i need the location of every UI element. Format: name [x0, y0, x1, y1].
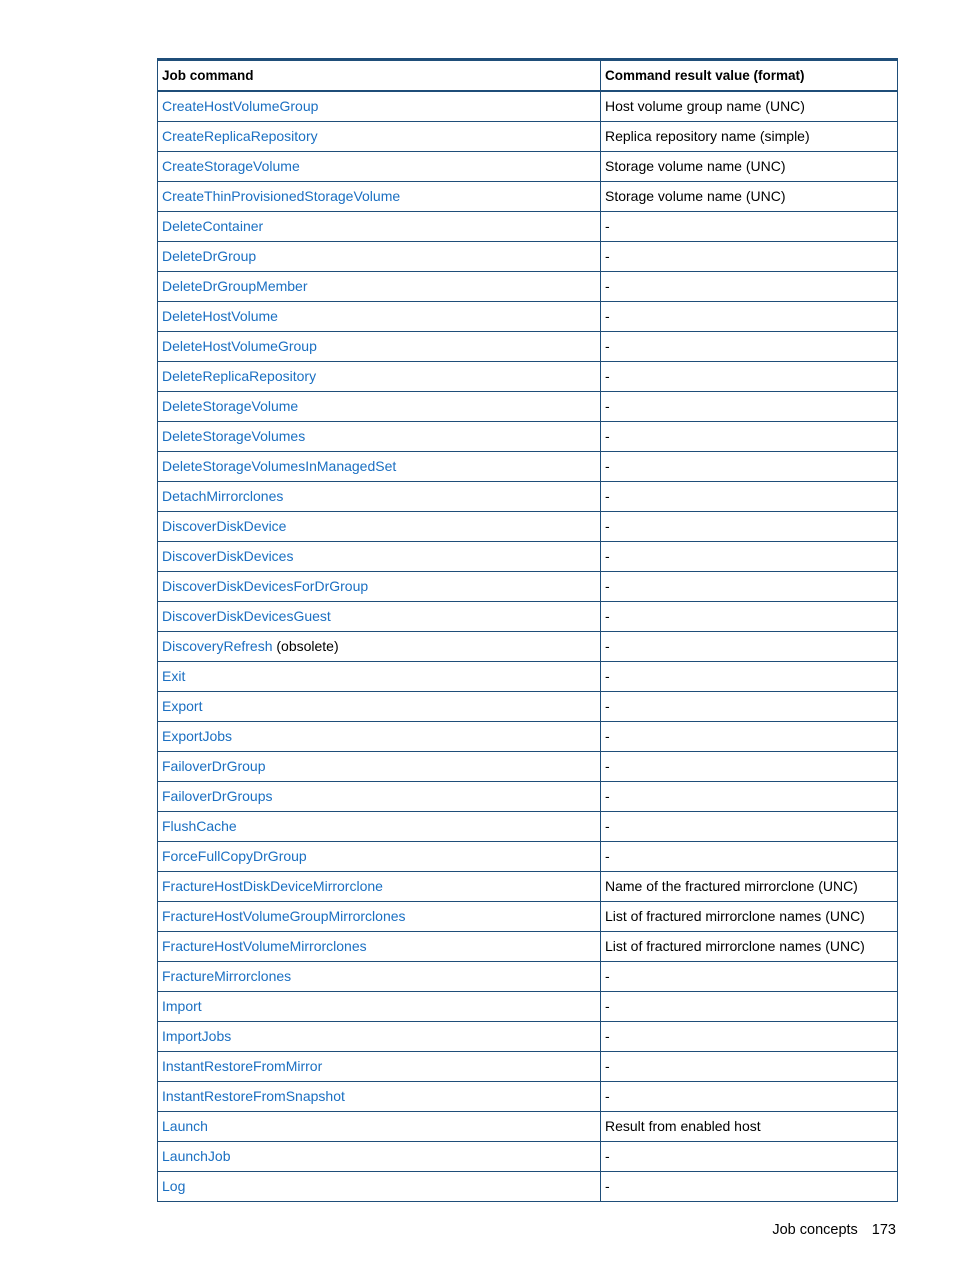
command-result-cell: Host volume group name (UNC) [601, 91, 898, 122]
command-result-cell: - [601, 392, 898, 422]
job-command-cell [158, 242, 601, 272]
table-row [158, 1172, 898, 1202]
job-command-link[interactable]: Export [162, 698, 203, 714]
footer-section-title: Job concepts [772, 1222, 858, 1238]
command-result-cell: - [601, 752, 898, 782]
job-command-link[interactable]: DeleteReplicaRepository [162, 368, 317, 384]
job-command-cell [158, 1052, 601, 1082]
header-job-command: Job command [158, 60, 601, 92]
command-result-cell: - [601, 332, 898, 362]
command-result-cell: - [601, 1172, 898, 1202]
command-result-cell: - [601, 812, 898, 842]
job-command-link[interactable]: DeleteHostVolume [162, 308, 278, 324]
command-result-cell: List of fractured mirrorclone names (UNC) [601, 902, 898, 932]
page-number: 173 [871, 1222, 896, 1238]
table-header-row [158, 60, 898, 92]
table-row [158, 1142, 898, 1172]
job-command-link[interactable]: LaunchJob [162, 1148, 231, 1164]
job-command-cell [158, 362, 601, 392]
job-command-link[interactable]: DeleteStorageVolume [162, 398, 299, 414]
command-result-cell: - [601, 1022, 898, 1052]
command-result-cell: Storage volume name (UNC) [601, 182, 898, 212]
table-row [158, 152, 898, 182]
table-row [158, 422, 898, 452]
job-command-cell [158, 632, 601, 662]
job-command-link[interactable]: DeleteHostVolumeGroup [162, 338, 317, 354]
command-result-cell: - [601, 602, 898, 632]
job-command-link[interactable]: DeleteContainer [162, 218, 264, 234]
job-command-cell [158, 1082, 601, 1112]
command-result-cell: - [601, 272, 898, 302]
job-command-link[interactable]: Log [162, 1178, 186, 1194]
header-command-result: Command result value (format) [601, 60, 898, 92]
command-result-cell: - [601, 212, 898, 242]
job-command-cell [158, 962, 601, 992]
job-command-cell [158, 512, 601, 542]
job-command-cell [158, 602, 601, 632]
table-row [158, 962, 898, 992]
job-command-link[interactable]: FractureHostVolumeGroupMirrorclones [162, 908, 406, 924]
table-row [158, 1052, 898, 1082]
table-row [158, 542, 898, 572]
job-command-cell [158, 91, 601, 122]
table-row [158, 392, 898, 422]
table-row [158, 752, 898, 782]
job-command-link[interactable]: FlushCache [162, 818, 237, 834]
command-result-cell: - [601, 362, 898, 392]
table-row [158, 122, 898, 152]
job-command-link[interactable]: DiscoveryRefresh [162, 638, 273, 654]
command-result-cell: - [601, 782, 898, 812]
job-command-link[interactable]: DeleteDrGroup [162, 248, 257, 264]
table-row [158, 782, 898, 812]
table-row [158, 242, 898, 272]
command-result-cell: - [601, 542, 898, 572]
command-result-cell: Replica repository name (simple) [601, 122, 898, 152]
table-row [158, 572, 898, 602]
table-row [158, 332, 898, 362]
job-command-link[interactable]: DeleteDrGroupMember [162, 278, 308, 294]
table-row [158, 302, 898, 332]
job-command-link[interactable]: FractureHostVolumeMirrorclones [162, 938, 367, 954]
command-result-cell: - [601, 512, 898, 542]
command-result-cell: - [601, 992, 898, 1022]
table-row [158, 812, 898, 842]
command-result-cell: Result from enabled host [601, 1112, 898, 1142]
job-command-link[interactable]: CreateStorageVolume [162, 158, 300, 174]
command-result-cell: - [601, 722, 898, 752]
command-result-cell: Name of the fractured mirrorclone (UNC) [601, 872, 898, 902]
job-command-cell [158, 1112, 601, 1142]
table-row [158, 512, 898, 542]
job-command-cell [158, 482, 601, 512]
table-row [158, 602, 898, 632]
table-row [158, 692, 898, 722]
job-command-cell [158, 932, 601, 962]
job-command-link[interactable]: FailoverDrGroup [162, 758, 266, 774]
job-command-link[interactable]: FractureHostDiskDeviceMirrorclone [162, 878, 383, 894]
job-command-cell [158, 152, 601, 182]
job-command-link[interactable]: Launch [162, 1118, 208, 1134]
command-result-cell: - [601, 572, 898, 602]
job-command-cell [158, 902, 601, 932]
job-command-cell [158, 722, 601, 752]
job-command-cell [158, 1142, 601, 1172]
table-row [158, 482, 898, 512]
job-command-link[interactable]: DiscoverDiskDevice [162, 518, 287, 534]
table-row [158, 632, 898, 662]
job-command-cell [158, 212, 601, 242]
job-command-cell [158, 452, 601, 482]
job-command-cell [158, 992, 601, 1022]
job-command-cell [158, 542, 601, 572]
job-command-link[interactable]: ImportJobs [162, 1028, 232, 1044]
table-row [158, 1022, 898, 1052]
job-command-link[interactable]: Import [162, 998, 202, 1014]
table-row [158, 662, 898, 692]
table-row [158, 902, 898, 932]
table-row [158, 932, 898, 962]
table-row [158, 1082, 898, 1112]
command-result-cell: - [601, 962, 898, 992]
job-command-cell [158, 1022, 601, 1052]
command-result-cell: - [601, 1142, 898, 1172]
job-command-link[interactable]: ExportJobs [162, 728, 233, 744]
job-command-link[interactable]: DiscoverDiskDevices [162, 548, 294, 564]
job-command-link[interactable]: DetachMirrorclones [162, 488, 284, 504]
job-command-cell [158, 692, 601, 722]
job-command-cell [158, 812, 601, 842]
job-command-cell [158, 662, 601, 692]
table-row [158, 272, 898, 302]
command-result-cell: - [601, 452, 898, 482]
page-footer [772, 1222, 896, 1238]
job-command-link[interactable]: CreateThinProvisionedStorageVolume [162, 188, 401, 204]
job-command-link[interactable]: Exit [162, 668, 186, 684]
table-row [158, 182, 898, 212]
command-result-cell: - [601, 482, 898, 512]
job-command-cell [158, 572, 601, 602]
table-row [158, 722, 898, 752]
job-command-link[interactable]: InstantRestoreFromMirror [162, 1058, 323, 1074]
table-body [158, 91, 898, 1202]
job-command-cell [158, 122, 601, 152]
command-result-cell: - [601, 692, 898, 722]
command-result-cell: - [601, 1082, 898, 1112]
job-command-link[interactable]: DiscoverDiskDevicesGuest [162, 608, 331, 624]
table-row [158, 842, 898, 872]
job-command-cell [158, 302, 601, 332]
table-row [158, 452, 898, 482]
job-command-link[interactable]: DiscoverDiskDevicesForDrGroup [162, 578, 369, 594]
command-result-cell: - [601, 842, 898, 872]
table-row [158, 212, 898, 242]
job-command-link[interactable]: DeleteStorageVolumesInManagedSet [162, 458, 397, 474]
command-result-cell: - [601, 302, 898, 332]
job-command-cell [158, 842, 601, 872]
job-command-cell [158, 782, 601, 812]
job-command-cell [158, 1172, 601, 1202]
job-command-link[interactable]: ForceFullCopyDrGroup [162, 848, 307, 864]
job-command-note: (obsolete) [272, 638, 339, 654]
command-result-cell: - [601, 662, 898, 692]
job-command-link[interactable]: FailoverDrGroups [162, 788, 273, 804]
command-result-cell: - [601, 422, 898, 452]
job-command-table [157, 58, 898, 1202]
table-row [158, 1112, 898, 1142]
command-result-cell: - [601, 242, 898, 272]
table-row [158, 872, 898, 902]
job-command-link[interactable]: FractureMirrorclones [162, 968, 292, 984]
job-command-cell [158, 752, 601, 782]
job-command-cell [158, 872, 601, 902]
job-command-link[interactable]: CreateReplicaRepository [162, 128, 318, 144]
table-row [158, 362, 898, 392]
table-row [158, 91, 898, 122]
command-result-cell: - [601, 632, 898, 662]
job-command-cell [158, 332, 601, 362]
job-command-cell [158, 422, 601, 452]
job-command-link[interactable]: DeleteStorageVolumes [162, 428, 306, 444]
job-command-cell [158, 272, 601, 302]
job-command-cell [158, 392, 601, 422]
job-command-link[interactable]: InstantRestoreFromSnapshot [162, 1088, 345, 1104]
table-row [158, 992, 898, 1022]
command-result-cell: List of fractured mirrorclone names (UNC) [601, 932, 898, 962]
command-result-cell: Storage volume name (UNC) [601, 152, 898, 182]
command-result-cell: - [601, 1052, 898, 1082]
job-command-link[interactable]: CreateHostVolumeGroup [162, 98, 319, 114]
job-command-cell [158, 182, 601, 212]
